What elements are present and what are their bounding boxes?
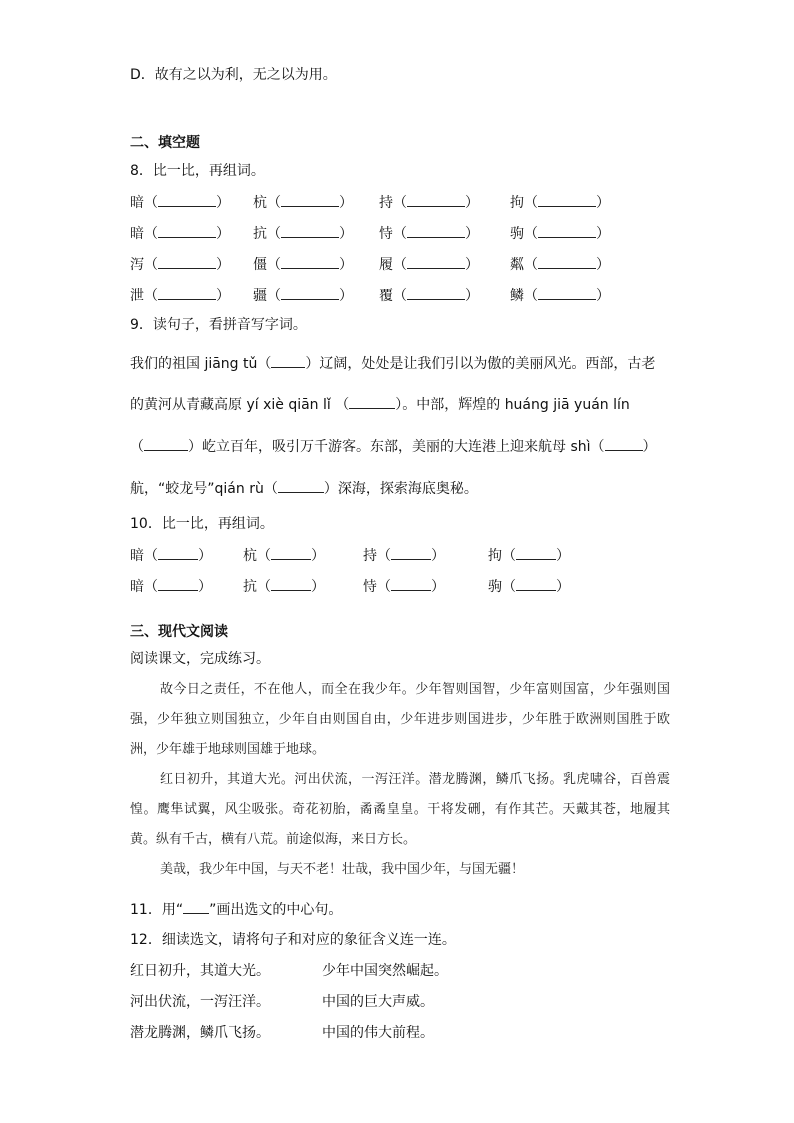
character: 驹: [488, 579, 502, 595]
q12-prompt: 12．细读选文，请将句子和对应的象征含义连一连。: [130, 932, 456, 948]
character: 暗: [130, 226, 144, 242]
answer-blank[interactable]: [538, 255, 596, 269]
answer-blank[interactable]: [158, 546, 198, 560]
answer-blank[interactable]: [271, 577, 311, 591]
word-group-item: [379, 286, 479, 305]
answer-blank[interactable]: [605, 437, 643, 451]
q9-text: ）。中部，辉煌的: [395, 397, 505, 413]
q11-text: ”画出选文的中心句。: [209, 902, 343, 918]
paren-open: （: [144, 195, 158, 211]
q9-text: ）辽阔，处处是让我们引以为傲的美丽风光。西部，古老: [305, 356, 656, 372]
paren-open: （: [144, 548, 158, 564]
paren-open: （: [267, 195, 281, 211]
paren-close: ）: [465, 257, 479, 273]
paren-close: ）: [198, 548, 212, 564]
match-right-item[interactable]: 中国的伟大前程。: [322, 1025, 434, 1041]
character: 杭: [243, 548, 257, 564]
character: 抗: [243, 579, 257, 595]
paren-open: （: [144, 257, 158, 273]
answer-blank[interactable]: [349, 395, 395, 409]
word-group-item: [379, 224, 479, 243]
q9-line-2: [130, 395, 630, 414]
word-group-item: [488, 577, 570, 596]
paren-open: （: [377, 579, 391, 595]
character: 拘: [510, 195, 524, 211]
paren-close: ）: [431, 579, 445, 595]
paren-close: ）: [556, 548, 570, 564]
paren-close: ）: [465, 288, 479, 304]
answer-blank[interactable]: [278, 479, 324, 493]
paren-close: ）: [216, 288, 230, 304]
paren-open: （: [257, 579, 271, 595]
character: 恃: [363, 579, 377, 595]
section3-title: 三、现代文阅读: [130, 624, 228, 640]
q8-prompt: 8．比一比，再组词。: [130, 163, 265, 179]
character: 持: [379, 195, 393, 211]
paren-close: ）: [311, 579, 325, 595]
character: 疆: [253, 288, 267, 304]
character: 恃: [379, 226, 393, 242]
answer-blank[interactable]: [281, 255, 339, 269]
word-group-item: [253, 255, 353, 274]
character: 粼: [510, 257, 524, 273]
word-group-item: [243, 577, 325, 596]
q11-text: 11．用“: [130, 902, 184, 918]
character: 杭: [253, 195, 267, 211]
answer-blank[interactable]: [281, 286, 339, 300]
paren-close: ）: [596, 288, 610, 304]
paren-close: ）: [216, 195, 230, 211]
character: 暗: [130, 195, 144, 211]
paren-open: （: [267, 288, 281, 304]
character: 鳞: [510, 288, 524, 304]
q9-text: ）深海，探索海底奥秘。: [323, 481, 478, 497]
q9-text: （: [590, 439, 605, 455]
answer-blank[interactable]: [158, 577, 198, 591]
answer-blank[interactable]: [407, 255, 465, 269]
word-group-item: [363, 577, 445, 596]
paren-open: （: [524, 195, 538, 211]
answer-blank[interactable]: [271, 546, 311, 560]
paren-close: ）: [339, 288, 353, 304]
paren-open: （: [393, 257, 407, 273]
paren-open: （: [267, 257, 281, 273]
paren-close: ）: [216, 226, 230, 242]
passage-paragraph-3: 美哉，我少年中国，与天不老！壮哉，我中国少年，与国无疆！: [160, 862, 525, 877]
section3-instruction: 阅读课文，完成练习。: [130, 651, 270, 667]
pinyin: huáng jiā yuán lín: [504, 397, 630, 413]
word-group-item: [130, 193, 230, 212]
match-left-item[interactable]: 红日初升，其道大光。: [130, 963, 270, 979]
paren-close: ）: [465, 195, 479, 211]
character: 驹: [510, 226, 524, 242]
q9-text: ）屹立百年，吸引万千游客。东部，美丽的大连港上迎来航母: [188, 439, 571, 455]
q9-prompt: 9．读句子，看拼音写字词。: [130, 317, 307, 333]
passage-paragraph-2: 红日初升，其道大光。河出伏流，一泻汪洋。潜龙腾渊，鳞爪飞扬。乳虎啸谷，百兽震惶。鹰隼试翼，风尘吸张。奇花初胎，矞矞皇皇。干将发硎，有作其芒。天戴其苍，地履其黄。纵有千古，横有八荒。前途似海，来日方长。: [130, 772, 670, 847]
word-group-item: [379, 193, 479, 212]
paren-close: ）: [596, 195, 610, 211]
paren-open: （: [393, 195, 407, 211]
paren-open: （: [257, 548, 271, 564]
answer-blank[interactable]: [407, 224, 465, 238]
word-group-item: [510, 193, 610, 212]
answer-blank[interactable]: [158, 193, 216, 207]
answer-blank[interactable]: [407, 286, 465, 300]
paren-close: ）: [339, 226, 353, 242]
word-group-item: [363, 546, 445, 565]
q9-text: 我们的祖国: [130, 356, 205, 372]
paren-open: （: [524, 226, 538, 242]
paren-open: （: [524, 257, 538, 273]
pinyin: shì: [570, 439, 591, 455]
paren-open: （: [393, 288, 407, 304]
answer-blank[interactable]: [281, 224, 339, 238]
word-group-item: [243, 546, 325, 565]
answer-blank[interactable]: [391, 546, 431, 560]
word-group-item: [488, 546, 570, 565]
word-group-item: [510, 255, 610, 274]
pinyin: jiāng tǔ: [204, 356, 258, 372]
section2-title: 二、填空题: [130, 135, 200, 151]
paren-open: （: [502, 548, 516, 564]
word-group-item: [130, 255, 230, 274]
character: 僵: [253, 257, 267, 273]
character: 持: [363, 548, 377, 564]
word-group-item: [130, 286, 230, 305]
q9-text: ）: [642, 439, 657, 455]
reading-passage: [130, 675, 670, 885]
q10-prompt: 10．比一比，再组词。: [130, 516, 274, 532]
word-group-item: [379, 255, 479, 274]
paren-close: ）: [311, 548, 325, 564]
pinyin: qián rù: [214, 481, 264, 497]
word-group-item: [253, 193, 353, 212]
paren-close: ）: [431, 548, 445, 564]
q9-text: （: [330, 397, 350, 413]
q9-text: （: [130, 439, 144, 455]
q9-text: （: [257, 356, 272, 372]
q9-line-3: [130, 437, 657, 456]
character: 抗: [253, 226, 267, 242]
word-group-item: [130, 546, 212, 565]
character: 履: [379, 257, 393, 273]
q9-text: 航，“蛟龙号”: [130, 481, 215, 497]
answer-blank[interactable]: [538, 286, 596, 300]
paren-open: （: [393, 226, 407, 242]
match-right-item[interactable]: 少年中国突然崛起。: [322, 963, 448, 979]
q9-line-4: [130, 479, 478, 498]
match-left-item[interactable]: 河出伏流，一泻汪洋。: [130, 994, 270, 1010]
match-left-item[interactable]: 潜龙腾渊，鳞爪飞扬。: [130, 1025, 270, 1041]
word-group-item: [253, 224, 353, 243]
character: 暗: [130, 579, 144, 595]
paren-open: （: [524, 288, 538, 304]
q7-option-d: D．故有之以为利，无之以为用。: [130, 67, 337, 83]
q9-text: （: [263, 481, 278, 497]
paren-open: （: [144, 226, 158, 242]
pinyin: yí xiè qiān lǐ: [246, 397, 331, 413]
passage-paragraph-1: 故今日之责任，不在他人，而全在我少年。少年智则国智，少年富则国富，少年强则国强，少年独立则国独立，少年自由则国自由，少年进步则国进步，少年胜于欧洲则国胜于欧洲，少年雄于地球则国雄于地球。: [130, 682, 670, 757]
paren-close: ）: [596, 257, 610, 273]
paren-open: （: [377, 548, 391, 564]
paren-close: ）: [339, 257, 353, 273]
word-group-item: [510, 286, 610, 305]
answer-blank[interactable]: [271, 354, 305, 368]
word-group-item: [130, 577, 212, 596]
q9-line-1: [130, 354, 655, 373]
character: 泄: [130, 288, 144, 304]
paren-open: （: [144, 288, 158, 304]
character: 拘: [488, 548, 502, 564]
paren-close: ）: [596, 226, 610, 242]
q9-text: 的黄河从青藏高原: [130, 397, 247, 413]
answer-blank[interactable]: [538, 193, 596, 207]
q11-prompt: [130, 900, 342, 919]
match-right-item[interactable]: 中国的巨大声威。: [322, 994, 434, 1010]
word-group-item: [253, 286, 353, 305]
answer-blank[interactable]: [158, 286, 216, 300]
paren-open: （: [502, 579, 516, 595]
character: 暗: [130, 548, 144, 564]
character: 覆: [379, 288, 393, 304]
character: 泻: [130, 257, 144, 273]
answer-blank[interactable]: [158, 224, 216, 238]
answer-blank[interactable]: [144, 437, 188, 451]
underline-sample: [183, 900, 209, 914]
answer-blank[interactable]: [158, 255, 216, 269]
word-group-item: [130, 224, 230, 243]
paren-close: ）: [216, 257, 230, 273]
paren-close: ）: [465, 226, 479, 242]
answer-blank[interactable]: [407, 193, 465, 207]
answer-blank[interactable]: [538, 224, 596, 238]
word-group-item: [510, 224, 610, 243]
paren-close: ）: [198, 579, 212, 595]
answer-blank[interactable]: [391, 577, 431, 591]
answer-blank[interactable]: [281, 193, 339, 207]
answer-blank[interactable]: [516, 577, 556, 591]
paren-open: （: [144, 579, 158, 595]
paren-close: ）: [339, 195, 353, 211]
paren-close: ）: [556, 579, 570, 595]
paren-open: （: [267, 226, 281, 242]
answer-blank[interactable]: [516, 546, 556, 560]
